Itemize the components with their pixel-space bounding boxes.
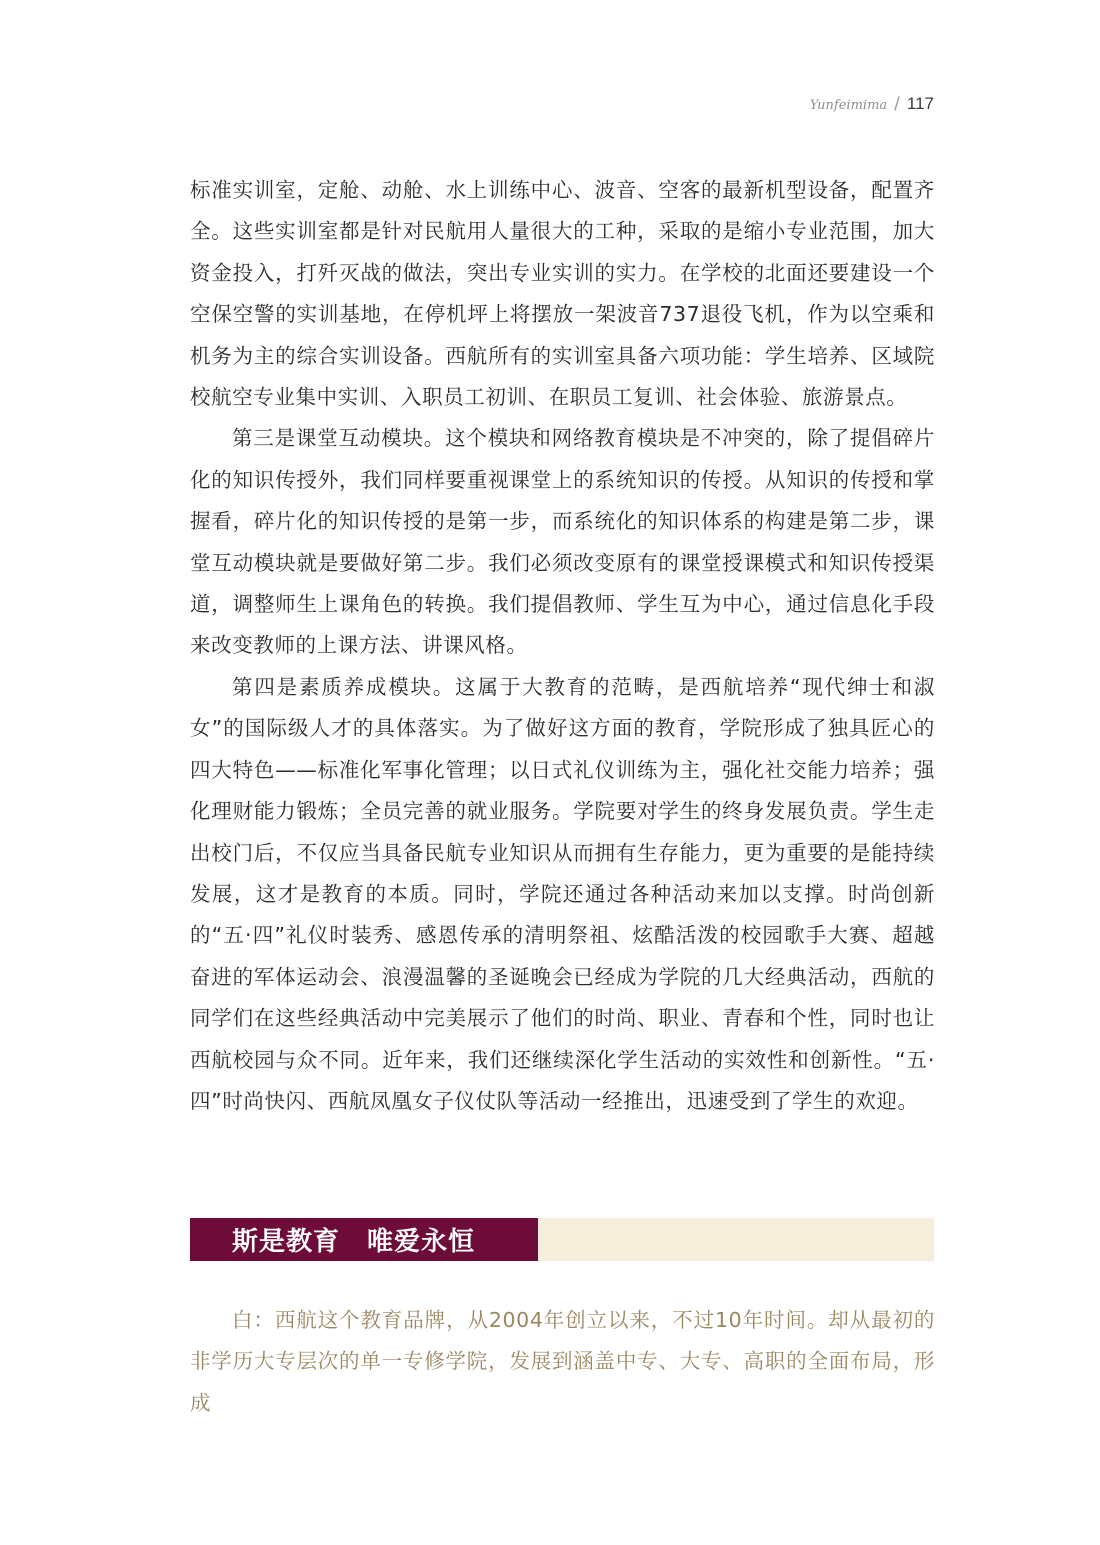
paragraph-continued: 标准实训室，定舱、动舱、水上训练中心、波音、空客的最新机型设备，配置齐全。这些实训室都是针对民航用人量很大的工种，采取的是缩小专业范围，加大资金投入，打歼灭战的做法，突出专业实训的实力。在学校的北面还要建设一个空保空警的实训基地，在停机坪上将摆放一架波音737退役飞机，作为以空乘和机务为主的综合实训设备。西航所有的实训室具备六项功能：学生培养、区域院校航空专业集中实训、入职员工初训、在职员工复训、社会体验、旅游景点。 — [190, 178, 935, 410]
running-header — [810, 94, 934, 114]
interview-question: 白：西航这个教育品牌，从2004年创立以来，不过10年时间。却从最初的非学历大专层次的单一专修学院，发展到涵盖中专、大专、高职的全面布局，形成 — [190, 1308, 935, 1415]
paragraph-quality-module: 第四是素质养成模块。这属于大教育的范畴，是西航培养“现代绅士和淑女”的国际级人才的具体落实。为了做好这方面的教育，学院形成了独具匠心的四大特色——标准化军事化管理；以日式礼仪训练为主，强化社交能力培养；强化理财能力锻炼；全员完善的就业服务。学院要对学生的终身发展负责。学生走出校门后，不仅应当具备民航专业知识从而拥有生存能力，更为重要的是能持续发展，这才是教育的本质。同时，学院还通过各种活动来加以支撑。时尚创新的“五·四”礼仪时装秀、感恩传承的清明祭祖、炫酷活泼的校园歌手大赛、超越奋进的军体运动会、浪漫温馨的圣诞晚会已经成为学院的几大经典活动，西航的同学们在这些经典活动中完美展示了他们的时尚、职业、青春和个性，同时也让西航校园与众不同。近年来，我们还继续深化学生活动的实效性和创新性。“五·四”时尚快闪、西航凤凰女子仪仗队等活动一经推出，迅速受到了学生的欢迎。 — [190, 674, 935, 1113]
header-separator: / — [894, 94, 900, 114]
section-title: 斯是教育 唯爱永恒 — [232, 1227, 476, 1257]
journal-name: Yunfeimima — [809, 98, 888, 113]
section-heading-bar — [190, 1218, 934, 1261]
paragraph-classroom-module: 第三是课堂互动模块。这个模块和网络教育模块是不冲突的，除了提倡碎片化的知识传授外，我们同样要重视课堂上的系统知识的传授。从知识的传授和掌握看，碎片化的知识传授的是第一步，而系统化的知识体系的构建是第二步，课堂互动模块就是要做好第二步。我们必须改变原有的课堂授课模式和知识传授渠道，调整师生上课角色的转换。我们提倡教师、学生互为中心，通过信息化手段来改变教师的上课方法、讲课风格。 — [190, 426, 935, 658]
article-body — [190, 170, 935, 1122]
page-number: 117 — [906, 94, 934, 113]
section-title-box — [190, 1218, 538, 1261]
